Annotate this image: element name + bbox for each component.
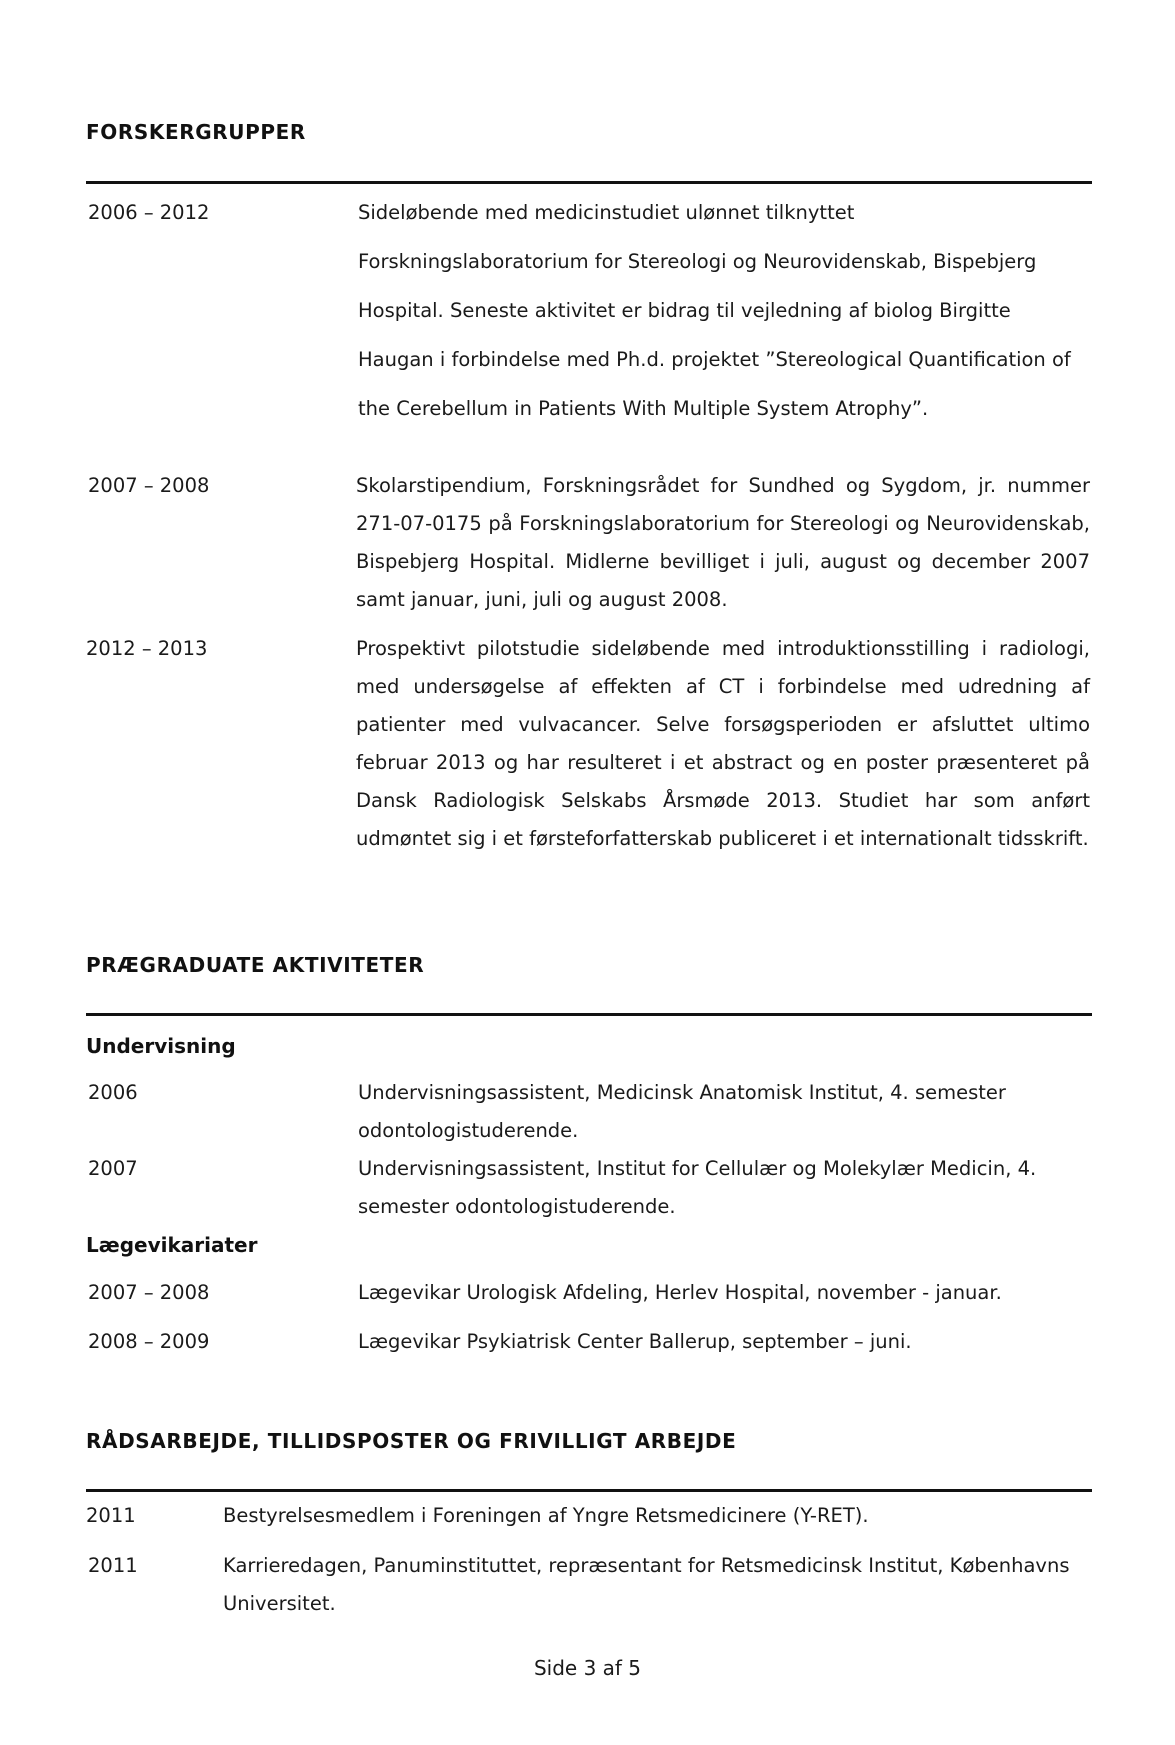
section-heading-boards: RÅDSARBEJDE, TILLIDSPOSTER OG FRIVILLIGT ARBEJDE <box>86 1429 737 1453</box>
entry-date: 2008 – 2009 <box>88 1330 210 1353</box>
entry-date: 2006 – 2012 <box>88 201 210 224</box>
subheading-locums: Lægevikariater <box>86 1233 258 1257</box>
page-number: Side 3 af 5 <box>533 1656 642 1680</box>
entry-date: 2011 <box>88 1554 138 1577</box>
entry-date: 2007 <box>88 1157 138 1180</box>
entry-text: Lægevikar Psykiatrisk Center Ballerup, september – juni. <box>358 1330 912 1353</box>
entry-text: Sideløbende med medicinstudiet ulønnet tilknyttet Forskningslaboratorium for Stereologi og Neurovidenskab, Bispebjerg Hospital. Seneste aktivitet er bidrag til vejledning af biolog Birgitte Haugan i forbindelse med Ph.d. projektet ”Stereological Quantification of the Cerebellum in Patients With Multiple System Atrophy”. <box>358 201 1071 420</box>
entry-text: Skolarstipendium, Forskningsrådet for Sundhed og Sygdom, jr. nummer 271-07-0175 på Forskningslaboratorium for Stereologi og Neurovidenskab, Bispebjerg Hospital. Midlerne bevilliget i juli, august og december 2007 samt januar, juni, juli og august 2008. <box>356 474 1090 611</box>
entry-text: Bestyrelsesmedlem i Foreningen af Yngre Retsmedicinere (Y-RET). <box>223 1504 869 1527</box>
section-rule <box>86 1489 1092 1492</box>
section-rule <box>86 1013 1092 1016</box>
entry-date: 2011 <box>86 1504 136 1527</box>
entry-text: Undervisningsassistent, Institut for Cellulær og Molekylær Medicin, 4. semester odontologistuderende. <box>358 1157 1037 1218</box>
section-heading-research: FORSKERGRUPPER <box>86 120 306 144</box>
section-heading-pregraduate: PRÆGRADUATE AKTIVITETER <box>86 953 425 977</box>
entry-text: Lægevikar Urologisk Afdeling, Herlev Hospital, november - januar. <box>358 1281 1002 1304</box>
entry-text: Karrieredagen, Panuminstituttet, repræsentant for Retsmedicinsk Institut, Københavns Universitet. <box>223 1554 1070 1615</box>
entry-text: Prospektivt pilotstudie sideløbende med introduktionsstilling i radiologi, med undersøgelse af effekten af CT i forbindelse med udredning af patienter med vulvacancer. Selve forsøgsperioden er afsluttet ultimo februar 2013 og har resulteret i et abstract og en poster præsenteret på Dansk Radiologisk Selskabs Årsmøde 2013. Studiet har som anført udmøntet sig i et førsteforfatterskab publiceret i et internationalt tidsskrift. <box>356 637 1090 850</box>
entry-date: 2007 – 2008 <box>88 474 210 497</box>
section-rule <box>86 181 1092 184</box>
entry-date: 2006 <box>88 1081 138 1104</box>
subheading-teaching: Undervisning <box>86 1034 236 1058</box>
entry-date: 2007 – 2008 <box>88 1281 210 1304</box>
entry-date: 2012 – 2013 <box>86 637 208 660</box>
entry-text: Undervisningsassistent, Medicinsk Anatomisk Institut, 4. semester odontologistuderende. <box>358 1081 1006 1142</box>
